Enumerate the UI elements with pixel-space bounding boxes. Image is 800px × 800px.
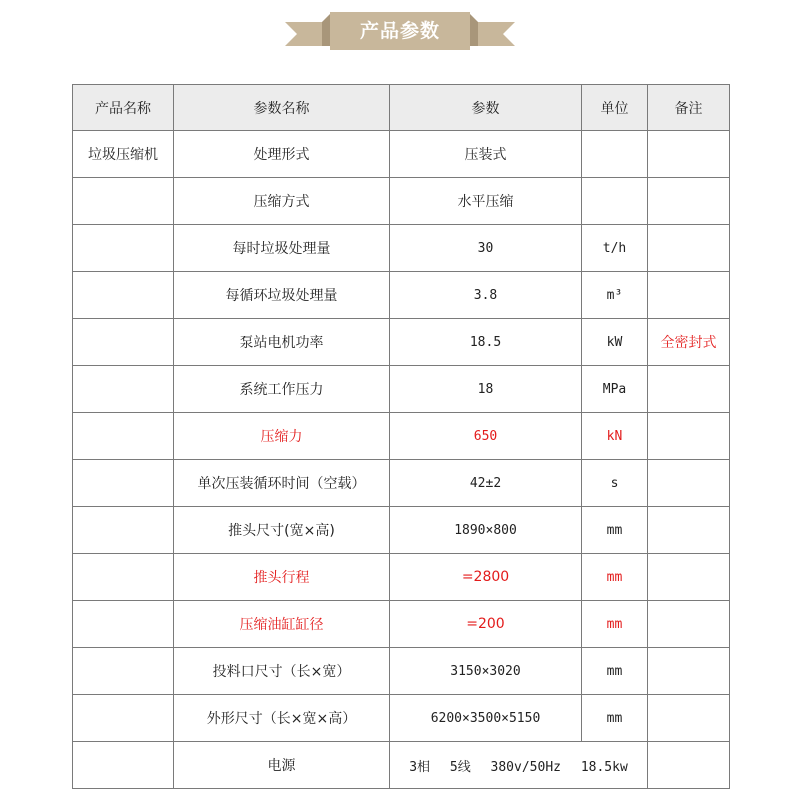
note-cell: [648, 648, 730, 695]
param-value-cell: 6200×3500×5150: [390, 695, 582, 742]
spec-table: [72, 84, 730, 789]
table-row: [73, 554, 730, 601]
product-cell: [73, 413, 174, 460]
param-name-cell: 电源: [174, 742, 390, 789]
note-cell: [648, 601, 730, 648]
product-cell: [73, 225, 174, 272]
note-cell: [648, 178, 730, 225]
unit-cell: mm: [582, 695, 648, 742]
table-row: [73, 272, 730, 319]
product-cell: [73, 554, 174, 601]
unit-cell: mm: [582, 648, 648, 695]
table-row: [73, 131, 730, 178]
note-cell: [648, 366, 730, 413]
param-value-cell: 42±2: [390, 460, 582, 507]
product-cell: [73, 272, 174, 319]
param-name-cell: 每循环垃圾处理量: [174, 272, 390, 319]
param-value-cell: 650: [390, 413, 582, 460]
param-value-cell: =2800: [390, 554, 582, 601]
param-value-cell: =200: [390, 601, 582, 648]
param-name-cell: 推头尺寸(宽×高): [174, 507, 390, 554]
unit-cell: [582, 131, 648, 178]
param-name-cell: 压缩方式: [174, 178, 390, 225]
param-value-cell: 18: [390, 366, 582, 413]
unit-cell: [582, 178, 648, 225]
table-row: [73, 601, 730, 648]
param-name-cell: 每时垃圾处理量: [174, 225, 390, 272]
unit-cell: t/h: [582, 225, 648, 272]
param-name-cell: 外形尺寸（长×宽×高）: [174, 695, 390, 742]
table-row: [73, 178, 730, 225]
product-cell: [73, 601, 174, 648]
table-row: [73, 319, 730, 366]
param-name-cell: 推头行程: [174, 554, 390, 601]
param-value-cell: 3150×3020: [390, 648, 582, 695]
section-banner: [0, 0, 800, 60]
table-header-row: [73, 85, 730, 131]
note-cell: [648, 507, 730, 554]
product-cell: [73, 507, 174, 554]
table-row: [73, 648, 730, 695]
note-cell: [648, 460, 730, 507]
power-wire: 5线: [449, 759, 471, 775]
param-name-cell: 投料口尺寸（长×宽）: [174, 648, 390, 695]
header-param-name: 参数名称: [174, 85, 390, 131]
param-name-cell: 泵站电机功率: [174, 319, 390, 366]
param-name-cell: 压缩油缸缸径: [174, 601, 390, 648]
note-cell: [648, 413, 730, 460]
product-cell: [73, 695, 174, 742]
param-value-cell: 水平压缩: [390, 178, 582, 225]
product-cell: [73, 178, 174, 225]
unit-cell: mm: [582, 507, 648, 554]
table-row: [73, 507, 730, 554]
power-phase: 3相: [409, 759, 431, 775]
unit-cell: mm: [582, 554, 648, 601]
note-cell: [648, 131, 730, 178]
param-name-cell: 单次压装循环时间（空载）: [174, 460, 390, 507]
product-cell: [73, 319, 174, 366]
product-cell: [73, 742, 174, 789]
note-cell: [648, 695, 730, 742]
unit-cell: mm: [582, 601, 648, 648]
table-row: [73, 366, 730, 413]
table-row: [73, 225, 730, 272]
note-cell: [648, 742, 730, 789]
param-name-cell: 系统工作压力: [174, 366, 390, 413]
table-row: [73, 413, 730, 460]
param-value-cell: 30: [390, 225, 582, 272]
table-row: [73, 460, 730, 507]
note-cell: [648, 272, 730, 319]
product-cell: 垃圾压缩机: [73, 131, 174, 178]
unit-cell: s: [582, 460, 648, 507]
header-note: 备注: [648, 85, 730, 131]
power-spec-cell: [390, 742, 648, 789]
table-row: [73, 695, 730, 742]
note-cell: [648, 554, 730, 601]
unit-cell: m³: [582, 272, 648, 319]
param-value-cell: 1890×800: [390, 507, 582, 554]
banner-title: 产品参数: [359, 20, 440, 42]
unit-cell: MPa: [582, 366, 648, 413]
header-param: 参数: [390, 85, 582, 131]
product-cell: [73, 366, 174, 413]
header-unit: 单位: [582, 85, 648, 131]
power-rating: 18.5kw: [580, 759, 628, 775]
param-name-cell: 压缩力: [174, 413, 390, 460]
power-voltage: 380v/50Hz: [490, 759, 561, 775]
param-value-cell: 压装式: [390, 131, 582, 178]
unit-cell: kW: [582, 319, 648, 366]
product-cell: [73, 460, 174, 507]
note-cell: [648, 225, 730, 272]
product-cell: [73, 648, 174, 695]
unit-cell: kN: [582, 413, 648, 460]
header-product: 产品名称: [73, 85, 174, 131]
table-row-power: [73, 742, 730, 789]
param-value-cell: 3.8: [390, 272, 582, 319]
param-name-cell: 处理形式: [174, 131, 390, 178]
param-value-cell: 18.5: [390, 319, 582, 366]
note-cell: 全密封式: [648, 319, 730, 366]
